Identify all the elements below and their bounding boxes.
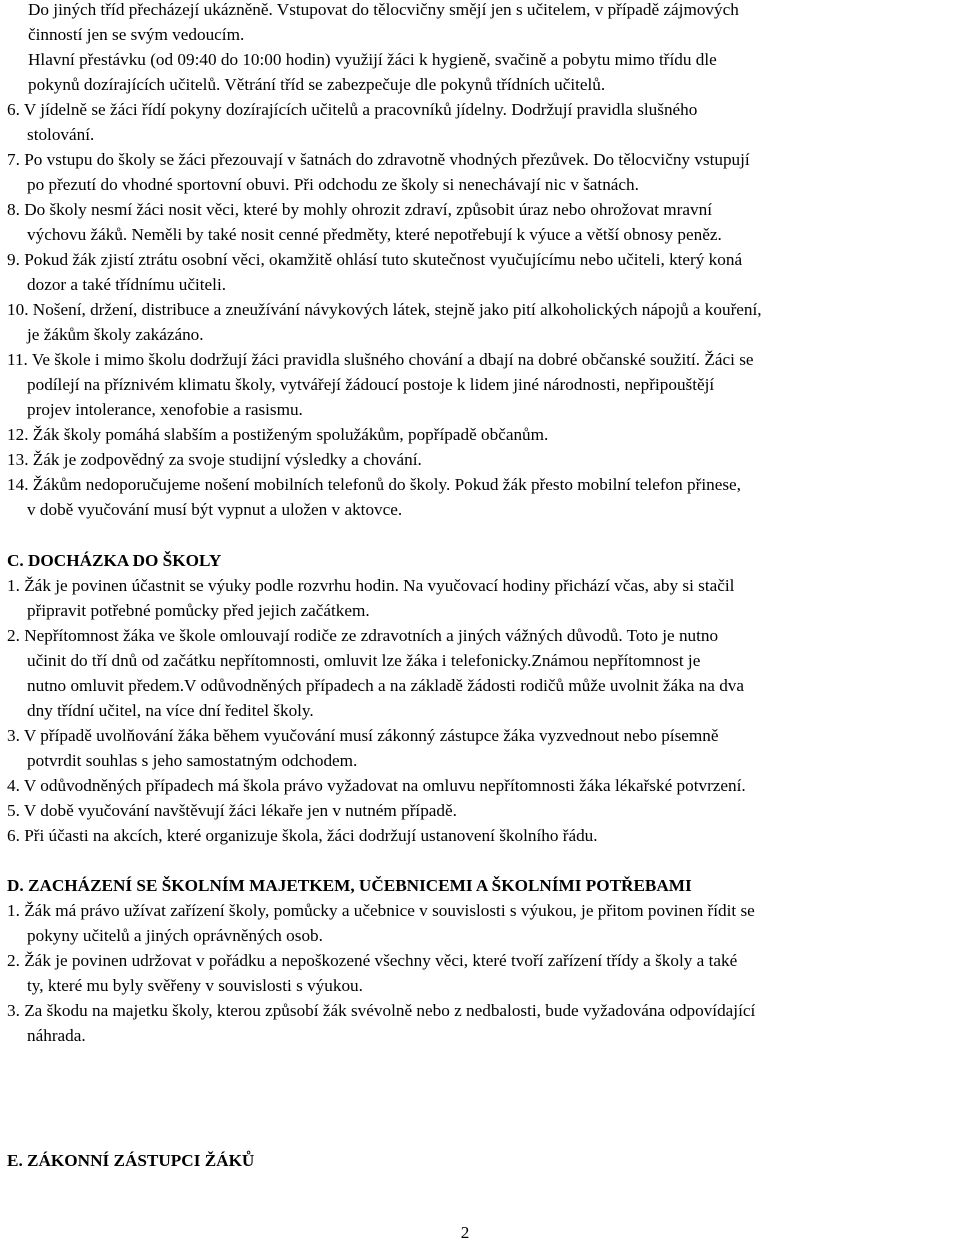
item-number: 12. [7, 425, 29, 444]
item-text: V jídelně se žáci řídí pokyny dozírajících učitelů a pracovníků jídelny. Dodržují pravidla slušného [23, 100, 698, 119]
intro-line: Hlavní přestávku (od 09:40 do 10:00 hodin) využijí žáci k hygieně, svačině a pobytu mimo třídu dle [28, 50, 717, 69]
item-continuation-line: pokyny učitelů a jiných oprávněných osob. [27, 926, 323, 945]
list-item [7, 97, 960, 147]
item-number: 3. [7, 1001, 20, 1020]
item-text: Pokud žák zjistí ztrátu osobní věci, okamžitě ohlásí tuto skutečnost vyučujícímu nebo učiteli, který koná [24, 250, 743, 269]
item-first-line [7, 97, 960, 122]
item-first-line [7, 297, 960, 322]
item-continuation-line: potvrdit souhlas s jeho samostatným odchodem. [27, 751, 358, 770]
list-item [7, 197, 960, 247]
section-e-heading: E. ZÁKONNÍ ZÁSTUPCI ŽÁKŮ [7, 1151, 255, 1170]
item-text: Za škodu na majetku školy, kterou způsobí žák svévolně nebo z nedbalosti, bude vyžadována odpovídající [24, 1001, 756, 1020]
item-text: Do školy nesmí žáci nosit věci, které by mohly ohrozit zdraví, způsobit úraz nebo ohrožovat mravní [24, 200, 712, 219]
item-text: Žákům nedoporučujeme nošení mobilních telefonů do školy. Pokud žák přesto mobilní telefon přinese, [32, 475, 741, 494]
item-text: V případě uvolňování žáka během vyučování musí zákonný zástupce žáka vyzvednout nebo písemně [23, 726, 719, 745]
item-continuation-line: nutno omluvit předem.V odůvodněných případech a na základě žádosti rodičů může uvolnit žáka na dva [27, 676, 745, 695]
list-item [7, 147, 960, 197]
item-text: Žák je povinen účastnit se výuky podle rozvrhu hodin. Na vyučovací hodiny přichází včas, aby si stačil [24, 576, 735, 595]
item-text: Při účasti na akcích, které organizuje škola, žáci dodržují ustanovení školního řádu. [24, 826, 598, 845]
item-number: 1. [7, 576, 20, 595]
item-first-line [7, 773, 960, 798]
item-first-line [7, 823, 960, 848]
list-item [7, 623, 960, 723]
item-number: 6. [7, 826, 20, 845]
item-number: 13. [7, 450, 29, 469]
section-d-list [7, 898, 960, 1048]
item-continuation-line: dozor a také třídnímu učiteli. [27, 275, 227, 294]
list-item [7, 723, 960, 773]
item-continuation-line: je žákům školy zakázáno. [27, 325, 204, 344]
list-item [7, 297, 960, 347]
item-number: 3. [7, 726, 20, 745]
item-continuation-line: po přezutí do vhodné sportovní obuvi. Při odchodu ze školy si nenechávají nic v šatnách. [27, 175, 639, 194]
list-item [7, 948, 960, 998]
item-first-line [7, 197, 960, 222]
item-text: Po vstupu do školy se žáci přezouvají v šatnách do zdravotně vhodných přezůvek. Do tělocvičny vstupují [24, 150, 750, 169]
item-number: 10. [7, 300, 29, 319]
rules-list-b [7, 97, 960, 522]
list-item [7, 447, 960, 472]
list-item [7, 898, 960, 948]
list-item [7, 472, 960, 522]
item-continuation-line: ty, které mu byly svěřeny v souvislosti s výukou. [27, 976, 363, 995]
item-text: Žák je zodpovědný za svoje studijní výsledky a chování. [32, 450, 422, 469]
item-text: Žák školy pomáhá slabším a postiženým spolužákům, popřípadě občanům. [32, 425, 549, 444]
item-number: 7. [7, 150, 20, 169]
section-c [7, 548, 960, 848]
intro-line: pokynů dozírajících učitelů. Větrání tříd se zabezpečuje dle pokynů třídních učitelů. [28, 75, 606, 94]
list-item [7, 422, 960, 447]
item-first-line [7, 898, 960, 923]
item-text: Nepřítomnost žáka ve škole omlouvají rodiče ze zdravotních a jiných vážných důvodů. Toto je nutno [24, 626, 719, 645]
item-first-line [7, 998, 960, 1023]
item-text: Žák má právo užívat zařízení školy, pomůcky a učebnice v souvislosti s výukou, je přitom povinen řídit se [24, 901, 755, 920]
item-continuation-line: dny třídní učitel, na více dní ředitel školy. [27, 701, 314, 720]
item-first-line [7, 472, 960, 497]
section-c-list [7, 573, 960, 848]
item-number: 2. [7, 951, 20, 970]
section-e [7, 1148, 960, 1173]
list-item [7, 347, 960, 422]
intro-paragraph [28, 0, 960, 97]
item-first-line [7, 247, 960, 272]
list-item [7, 573, 960, 623]
item-number: 6. [7, 100, 20, 119]
item-number: 5. [7, 801, 20, 820]
item-first-line [7, 147, 960, 172]
section-d-heading: D. ZACHÁZENÍ SE ŠKOLNÍM MAJETKEM, UČEBNICEMI A ŠKOLNÍMI POTŘEBAMI [7, 876, 692, 895]
item-first-line [7, 573, 960, 598]
item-continuation-line: připravit potřebné pomůcky před jejich začátkem. [27, 601, 370, 620]
list-item [7, 773, 960, 798]
item-text: V odůvodněných případech má škola právo vyžadovat na omluvu nepřítomnosti žáka lékařské potvrzení. [23, 776, 746, 795]
intro-line: Do jiných tříd přecházejí ukázněně. Vstupovat do tělocvičny smějí jen s učitelem, v případě zájmových [28, 0, 739, 19]
item-first-line [7, 447, 960, 472]
item-first-line [7, 422, 960, 447]
section-c-heading: C. DOCHÁZKA DO ŠKOLY [7, 551, 222, 570]
list-item [7, 247, 960, 297]
item-continuation-line: v době vyučování musí být vypnut a uložen v aktovce. [27, 500, 403, 519]
item-continuation-line: výchovu žáků. Neměli by také nosit cenné předměty, které nepotřebují k výuce a větší obnosy peněz. [27, 225, 722, 244]
page-number: 2 [460, 1223, 470, 1242]
item-number: 11. [7, 350, 28, 369]
item-first-line [7, 623, 960, 648]
item-continuation-line: náhrada. [27, 1026, 86, 1045]
list-item [7, 998, 960, 1048]
item-first-line [7, 948, 960, 973]
item-text: V době vyučování navštěvují žáci lékaře jen v nutném případě. [23, 801, 457, 820]
item-number: 4. [7, 776, 20, 795]
item-continuation-line: projev intolerance, xenofobie a rasismu. [27, 400, 303, 419]
item-number: 14. [7, 475, 29, 494]
item-continuation-line: podílejí na příznivém klimatu školy, vytvářejí žádoucí postoje k lidem jiné národnosti, nepřipouštějí [27, 375, 715, 394]
list-item [7, 798, 960, 823]
item-first-line [7, 798, 960, 823]
item-number: 1. [7, 901, 20, 920]
section-d [7, 873, 960, 1048]
item-text: Ve škole i mimo školu dodržují žáci pravidla slušného chování a dbají na dobré občanské soužití. Žáci se [31, 350, 754, 369]
item-first-line [7, 723, 960, 748]
item-first-line [7, 347, 960, 372]
item-number: 9. [7, 250, 20, 269]
item-text: Žák je povinen udržovat v pořádku a nepoškozené všechny věci, které tvoří zařízení třídy a školy a také [24, 951, 738, 970]
intro-line: činností jen se svým vedoucím. [28, 25, 245, 44]
item-continuation-line: stolování. [27, 125, 95, 144]
item-number: 2. [7, 626, 20, 645]
list-item [7, 823, 960, 848]
item-continuation-line: učinit do tří dnů od začátku nepřítomnosti, omluvit lze žáka i telefonicky.Známou nepřítomnost je [27, 651, 701, 670]
item-number: 8. [7, 200, 20, 219]
item-text: Nošení, držení, distribuce a zneužívání návykových látek, stejně jako pití alkoholických nápojů a kouření, [32, 300, 762, 319]
